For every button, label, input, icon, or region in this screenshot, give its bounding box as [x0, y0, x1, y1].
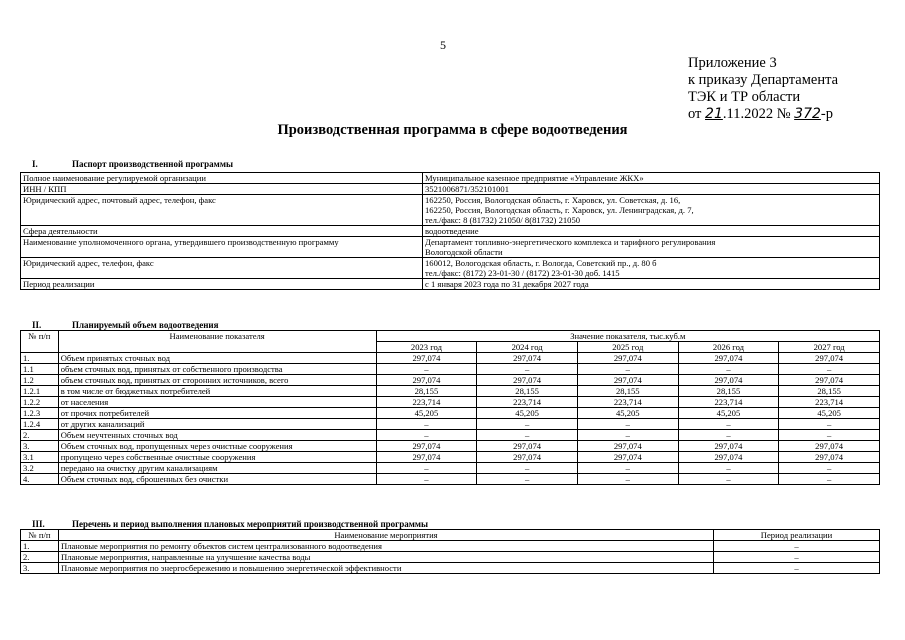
page-number: 5 [440, 38, 446, 52]
volume-value-cell: – [779, 463, 880, 474]
volume-col-name: Наименование показателя [58, 331, 376, 353]
volume-table [20, 330, 880, 485]
volume-value-cell: – [678, 474, 779, 485]
volume-value-cell: 297,074 [678, 441, 779, 452]
measures-row-name: Плановые мероприятия по ремонту объектов систем централизованного водоотведения [59, 541, 714, 552]
annex-line-3: ТЭК и ТР области [688, 89, 801, 105]
volume-year-header: 2027 год [779, 342, 880, 353]
measures-col-number: № п/п [21, 530, 59, 541]
volume-row [21, 408, 880, 419]
passport-value [423, 226, 880, 237]
volume-row-name: Объем сточных вод, пропущенных через очистные сооружения [58, 441, 376, 452]
passport-row [21, 184, 880, 195]
passport-value-line: Департамент топливно-энергетического комплекса и тарифного регулирования [425, 237, 716, 247]
section-1-number: I. [32, 159, 38, 169]
volume-value-cell: – [779, 419, 880, 430]
volume-value-cell: – [678, 430, 779, 441]
volume-value-cell: 28,155 [577, 386, 678, 397]
volume-value-cell: 297,074 [376, 375, 477, 386]
volume-value-cell: 297,074 [376, 353, 477, 364]
volume-row-name: передано на очистку другим канализациям [58, 463, 376, 474]
volume-value-cell: – [577, 463, 678, 474]
volume-row [21, 353, 880, 364]
volume-col-value: Значение показателя, тыс.куб.м [376, 331, 879, 342]
volume-value-cell: 297,074 [477, 452, 578, 463]
measures-row-name: Плановые мероприятия, направленные на улучшение качества воды [59, 552, 714, 563]
volume-value-cell: 223,714 [678, 397, 779, 408]
passport-value [423, 279, 880, 290]
volume-value-cell: 297,074 [577, 375, 678, 386]
volume-value-cell: 297,074 [779, 452, 880, 463]
volume-row-number: 1.2.2 [21, 397, 59, 408]
volume-row-number: 1.1 [21, 364, 59, 375]
volume-col-number: № п/п [21, 331, 59, 353]
volume-value-cell: 297,074 [477, 353, 578, 364]
volume-value-cell: 297,074 [678, 452, 779, 463]
volume-row-number: 1.2.3 [21, 408, 59, 419]
measures-row-number: 1. [21, 541, 59, 552]
volume-row [21, 452, 880, 463]
volume-value-cell: 45,205 [477, 408, 578, 419]
volume-year-header: 2026 год [678, 342, 779, 353]
volume-year-header: 2023 год [376, 342, 477, 353]
volume-row [21, 375, 880, 386]
passport-value-line: Муниципальное казенное предприятие «Управление ЖКХ» [425, 173, 644, 183]
volume-value-cell: 45,205 [779, 408, 880, 419]
annex-date-prefix: от [688, 106, 702, 122]
measures-row-number: 3. [21, 563, 59, 574]
passport-value-line: с 1 января 2023 года по 31 декабря 2027 года [425, 279, 589, 289]
passport-label: Период реализации [21, 279, 423, 290]
volume-value-cell: – [477, 474, 578, 485]
volume-value-cell: 223,714 [376, 397, 477, 408]
section-3-heading [32, 519, 428, 529]
volume-value-cell: 28,155 [376, 386, 477, 397]
annex-line-1: Приложение 3 [688, 55, 777, 71]
volume-row [21, 386, 880, 397]
section-2-heading [32, 320, 218, 330]
document-title: Производственная программа в сфере водоотведения [277, 122, 628, 138]
volume-row-name: Объем неучтенных сточных вод [58, 430, 376, 441]
volume-row-name: пропущено через собственные очистные сооружения [58, 452, 376, 463]
passport-value-line: тел./факс: (8172) 23-01-30 / (8172) 23-01-30 доб. 1415 [425, 268, 620, 278]
volume-value-cell: – [477, 419, 578, 430]
passport-value-line: 162250, Россия, Вологодская область, г. Харовск, ул. Ленинградская, д. 7, [425, 205, 694, 215]
volume-value-cell: 297,074 [577, 452, 678, 463]
volume-value-cell: 28,155 [477, 386, 578, 397]
measures-row [21, 563, 880, 574]
volume-value-cell: – [678, 364, 779, 375]
volume-row [21, 397, 880, 408]
section-3-title: Перечень и период выполнения плановых мероприятий производственной программы [72, 519, 429, 529]
volume-row [21, 474, 880, 485]
volume-value-cell: – [477, 364, 578, 375]
measures-row-period: – [714, 563, 880, 574]
passport-row [21, 173, 880, 184]
volume-year-header: 2024 год [477, 342, 578, 353]
measures-table [20, 529, 880, 574]
measures-row [21, 541, 880, 552]
volume-row-number: 3.2 [21, 463, 59, 474]
measures-col-period: Период реализации [714, 530, 880, 541]
passport-row [21, 279, 880, 290]
volume-value-cell: 297,074 [376, 452, 477, 463]
volume-value-cell: – [779, 474, 880, 485]
volume-value-cell: 223,714 [477, 397, 578, 408]
volume-value-cell: – [779, 430, 880, 441]
measures-row-period: – [714, 541, 880, 552]
passport-row [21, 258, 880, 279]
volume-year-header: 2025 год [577, 342, 678, 353]
section-1-heading [32, 159, 233, 169]
volume-value-cell: 28,155 [779, 386, 880, 397]
volume-value-cell: 28,155 [678, 386, 779, 397]
annex-line-2: к приказу Департамента [688, 72, 839, 88]
volume-value-cell: 297,074 [779, 375, 880, 386]
annex-date-rest: .11.2022 № [722, 106, 791, 122]
passport-value-line: 160012, Вологодская область, г. Вологда, Советский пр., д. 80 б [425, 258, 657, 268]
passport-label: Полное наименование регулируемой организации [21, 173, 423, 184]
volume-row [21, 364, 880, 375]
passport-row [21, 195, 880, 226]
volume-value-cell: 297,074 [779, 441, 880, 452]
passport-value [423, 184, 880, 195]
volume-row [21, 430, 880, 441]
passport-value [423, 237, 880, 258]
volume-row-name: от населения [58, 397, 376, 408]
volume-row-name: Объем сточных вод, сброшенных без очистки [58, 474, 376, 485]
volume-value-cell: 45,205 [577, 408, 678, 419]
passport-row [21, 226, 880, 237]
passport-value-line: Вологодской области [425, 247, 503, 257]
annex-header [688, 55, 838, 123]
annex-date-day: 21 [705, 106, 723, 122]
volume-value-cell: – [577, 474, 678, 485]
passport-label: ИНН / КПП [21, 184, 423, 195]
volume-value-cell: 297,074 [678, 353, 779, 364]
volume-value-cell: 297,074 [779, 353, 880, 364]
volume-row [21, 463, 880, 474]
volume-value-cell: – [477, 463, 578, 474]
measures-row-name: Плановые мероприятия по энергосбережению и повышению энергетической эффективности [59, 563, 714, 574]
passport-label: Юридический адрес, почтовый адрес, телефон, факс [21, 195, 423, 226]
annex-doc-suffix: -р [820, 106, 833, 122]
volume-value-cell: 223,714 [577, 397, 678, 408]
section-2-title: Планируемый объем водоотведения [72, 320, 219, 330]
volume-row-name: от прочих потребителей [58, 408, 376, 419]
volume-value-cell: – [779, 364, 880, 375]
passport-label: Юридический адрес, телефон, факс [21, 258, 423, 279]
volume-row-name: объем сточных вод, принятых от сторонних источников, всего [58, 375, 376, 386]
section-1-title: Паспорт производственной программы [72, 159, 233, 169]
volume-value-cell: 297,074 [477, 441, 578, 452]
volume-value-cell: 297,074 [678, 375, 779, 386]
volume-value-cell: 223,714 [779, 397, 880, 408]
section-3-number: III. [32, 519, 45, 529]
volume-value-cell: – [376, 419, 477, 430]
passport-value-line: 3521006871/352101001 [425, 184, 510, 194]
volume-row-number: 3.1 [21, 452, 59, 463]
passport-value [423, 195, 880, 226]
volume-value-cell: 297,074 [577, 441, 678, 452]
volume-value-cell: – [376, 463, 477, 474]
passport-label: Наименование уполномоченного органа, утвердившего производственную программу [21, 237, 423, 258]
volume-value-cell: – [678, 419, 779, 430]
volume-row-number: 1.2 [21, 375, 59, 386]
volume-value-cell: – [376, 430, 477, 441]
volume-value-cell: – [577, 419, 678, 430]
measures-row-period: – [714, 552, 880, 563]
volume-value-cell: – [678, 463, 779, 474]
measures-row-number: 2. [21, 552, 59, 563]
volume-row-number: 1.2.4 [21, 419, 59, 430]
volume-value-cell: – [577, 430, 678, 441]
volume-row-number: 1. [21, 353, 59, 364]
passport-value [423, 173, 880, 184]
volume-row [21, 419, 880, 430]
annex-date-line [688, 106, 838, 123]
volume-row-name: объем сточных вод, принятых от собственного производства [58, 364, 376, 375]
volume-row [21, 441, 880, 452]
volume-value-cell: 297,074 [577, 353, 678, 364]
measures-col-name: Наименование мероприятия [59, 530, 714, 541]
volume-value-cell: – [376, 474, 477, 485]
section-2-number: II. [32, 320, 42, 330]
volume-row-number: 4. [21, 474, 59, 485]
passport-label: Сфера деятельности [21, 226, 423, 237]
volume-row-number: 1.2.1 [21, 386, 59, 397]
measures-row [21, 552, 880, 563]
volume-value-cell: – [376, 364, 477, 375]
volume-row-name: Объем принятых сточных вод [58, 353, 376, 364]
volume-row-number: 2. [21, 430, 59, 441]
passport-value-line: 162250, Россия, Вологодская область, г. Харовск, ул. Советская, д. 16, [425, 195, 681, 205]
passport-table [20, 172, 880, 290]
passport-value [423, 258, 880, 279]
annex-doc-number: 372 [794, 106, 821, 122]
volume-value-cell: – [477, 430, 578, 441]
passport-value-line: тел./факс: 8 (81732) 21050/ 8(81732) 21050 [425, 215, 581, 225]
volume-value-cell: 297,074 [477, 375, 578, 386]
volume-value-cell: 45,205 [678, 408, 779, 419]
volume-value-cell: 297,074 [376, 441, 477, 452]
volume-row-name: от других канализаций [58, 419, 376, 430]
volume-row-name: в том числе от бюджетных потребителей [58, 386, 376, 397]
volume-row-number: 3. [21, 441, 59, 452]
passport-row [21, 237, 880, 258]
volume-value-cell: – [577, 364, 678, 375]
passport-value-line: водоотведение [425, 226, 479, 236]
volume-value-cell: 45,205 [376, 408, 477, 419]
